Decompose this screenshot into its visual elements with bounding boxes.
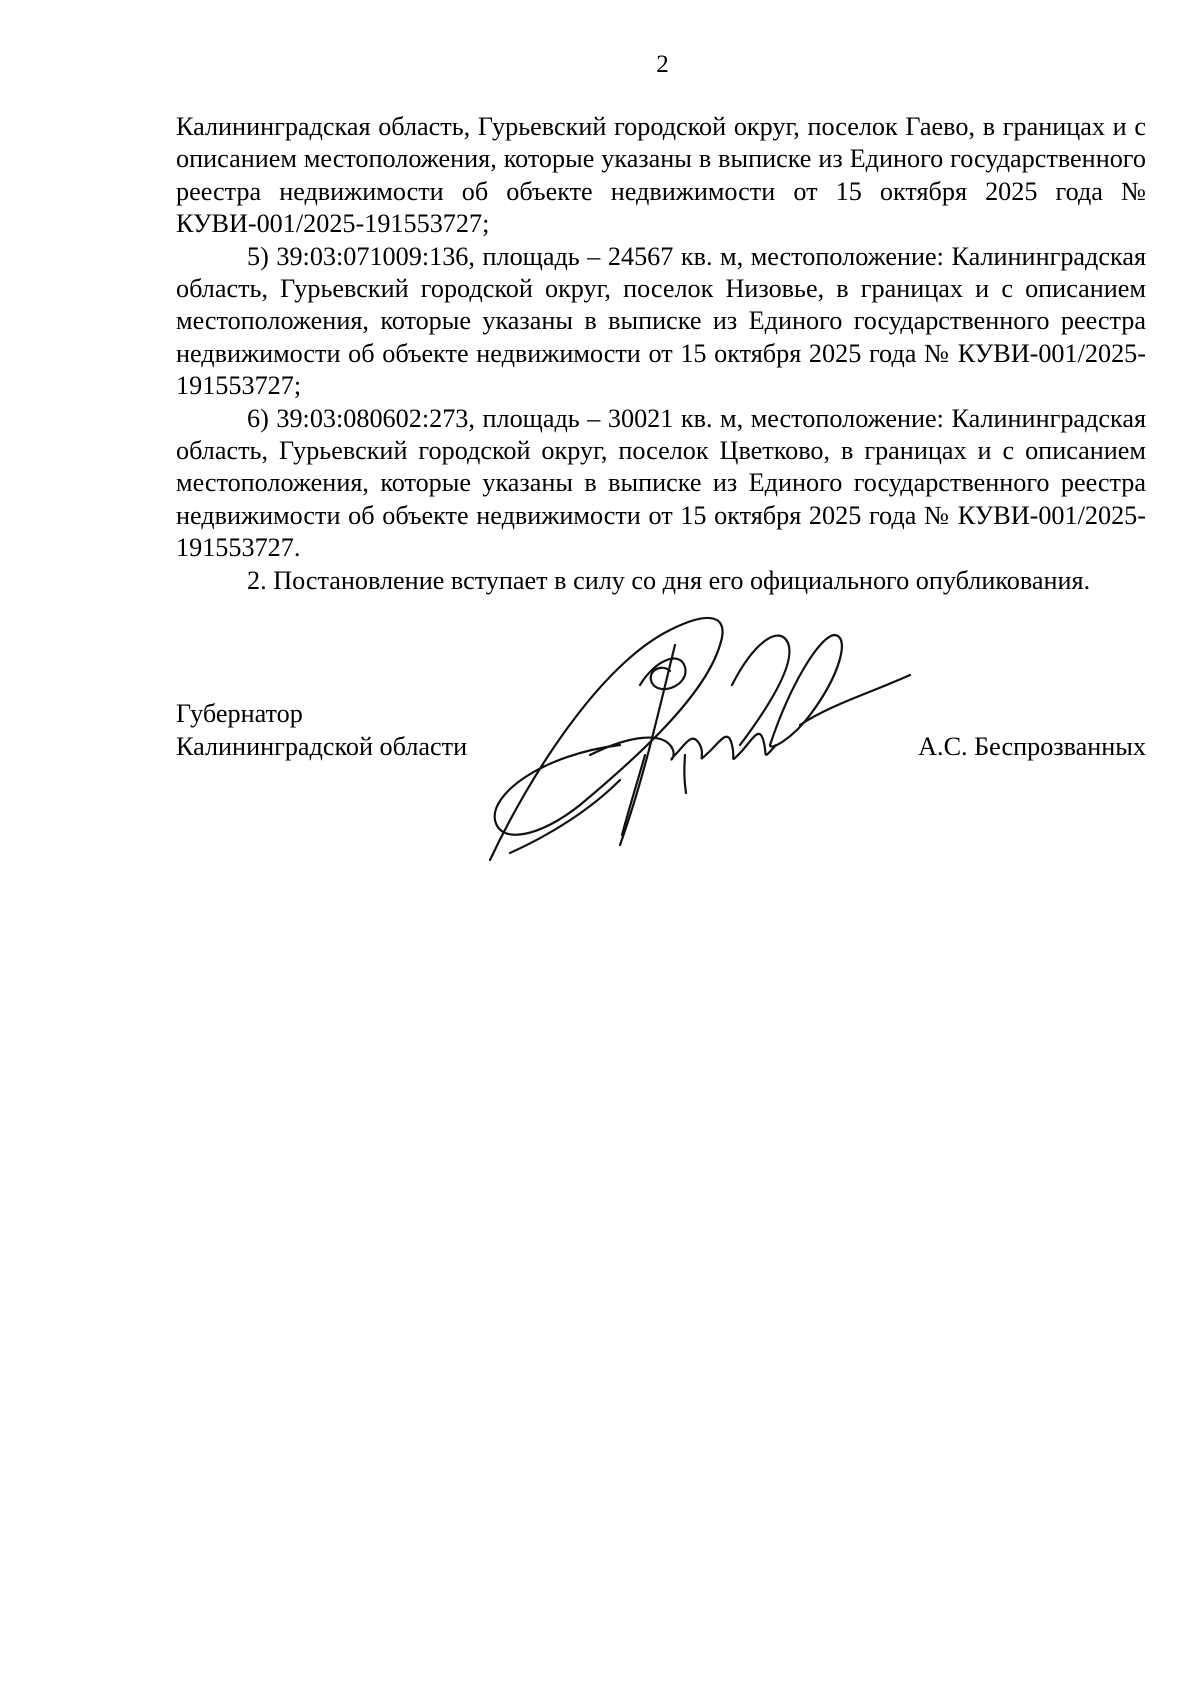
paragraph-effective-date: 2. Постановление вступает в силу со дня его официального опубликования. — [247, 565, 1091, 595]
paragraph-item-6: 6) 39:03:080602:273, площадь – 30021 кв. м, местоположение: Калининградская область, Гурьевский городской округ, поселок Цветково, в границах и с описанием местоположения, которые указаны в выписке из Единого государственного реестра недвижимости об объекте недвижимости от 15 октября 2025 года № КУВИ-001/2025-191553727. — [176, 403, 1146, 563]
page-number: 2 — [656, 51, 669, 78]
handwritten-signature — [470, 605, 940, 865]
signatory-title: Губернатор — [176, 699, 303, 728]
signatory-region: Калининградской области — [176, 732, 468, 761]
paragraph-continued: Калининградская область, Гурьевский городской округ, поселок Гаево, в границах и с описанием местоположения, которые указаны в выписке из Единого государственного реестра недвижимости об объекте недвижимости от 15 октября 2025 года № КУВИ-001/2025-191553727; — [176, 112, 1146, 239]
document-body — [176, 111, 1146, 597]
signatory-name: А.С. Беспрозванных — [918, 732, 1146, 761]
paragraph-item-5: 5) 39:03:071009:136, площадь – 24567 кв. м, местоположение: Калининградская область, Гурьевский городской округ, поселок Низовье, в границах и с описанием местоположения, которые указаны в выписке из Единого государственного реестра недвижимости об объекте недвижимости от 15 октября 2025 года № КУВИ-001/2025-191553727; — [176, 241, 1146, 401]
signatory-position — [176, 697, 467, 763]
